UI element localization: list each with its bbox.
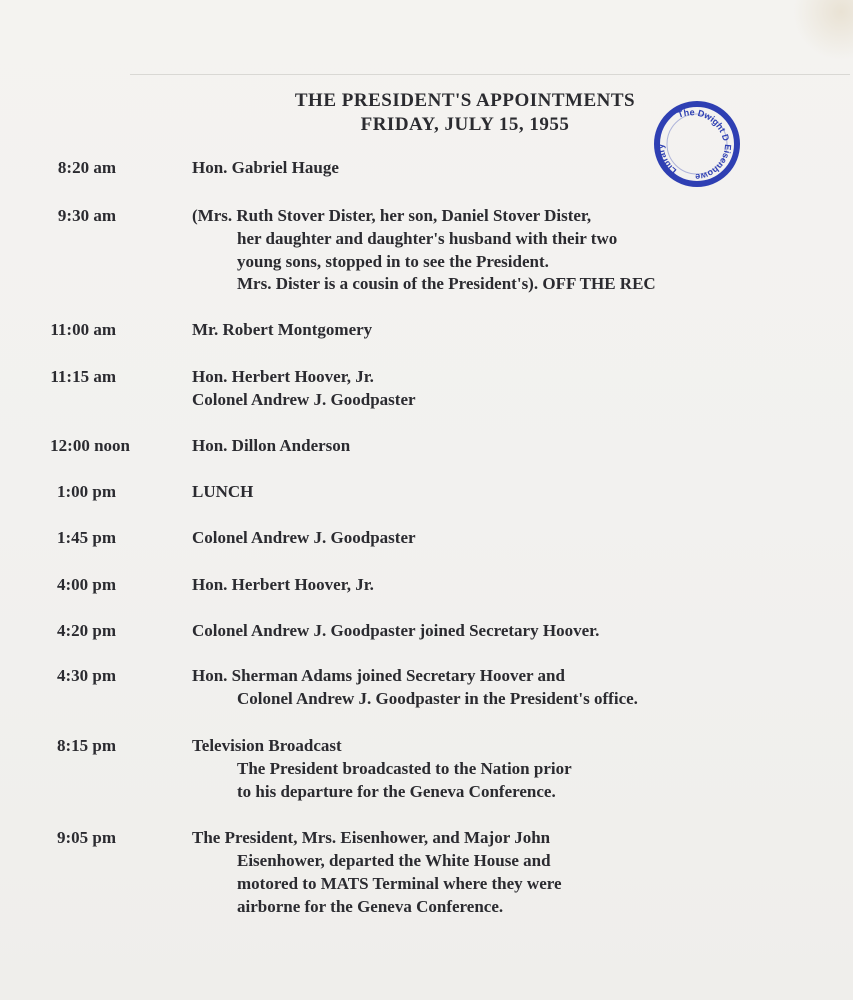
entry-line: Eisenhower, departed the White House and xyxy=(237,851,551,870)
entry-line: Television Broadcast xyxy=(192,736,342,755)
entry-line: Hon. Gabriel Hauge xyxy=(192,158,339,177)
stamp-text-top: The Dwight D xyxy=(676,107,732,143)
entry-line: Mrs. Dister is a cousin of the President's). OFF THE REC xyxy=(237,274,656,293)
entry-line: Mr. Robert Montgomery xyxy=(192,320,373,339)
entry-time: 4:00 pm xyxy=(56,575,116,594)
stamp-text-left: Library xyxy=(655,143,679,177)
entry-line: airborne for the Geneva Conference. xyxy=(237,897,504,916)
entry-line: Hon. Herbert Hoover, Jr. xyxy=(192,367,374,386)
entry-time: 8:15 pm xyxy=(56,736,116,755)
entry-time: 4:20 pm xyxy=(56,621,116,640)
document-title: THE PRESIDENT'S APPOINTMENTS xyxy=(294,90,636,111)
entry-line: Colonel Andrew J. Goodpaster joined Secretary Hoover. xyxy=(192,621,600,640)
entry-time: 8:20 am xyxy=(57,158,116,177)
entry-line: Hon. Dillon Anderson xyxy=(192,436,351,455)
entry-line: Hon. Sherman Adams joined Secretary Hoover and xyxy=(192,666,565,685)
entry-line: Hon. Herbert Hoover, Jr. xyxy=(192,575,374,594)
entry-time: 1:00 pm xyxy=(56,482,116,501)
entry-line: LUNCH xyxy=(192,482,254,501)
entry-time: 11:00 am xyxy=(50,320,116,339)
entry-line: to his departure for the Geneva Conference. xyxy=(237,782,556,801)
entry-time: 9:30 am xyxy=(57,206,116,225)
entry-time: 4:30 pm xyxy=(56,666,116,685)
document-date: FRIDAY, JULY 15, 1955 xyxy=(360,114,570,135)
entry-line: Colonel Andrew J. Goodpaster xyxy=(192,390,416,409)
entry-time: 1:45 pm xyxy=(56,528,116,547)
entry-line: her daughter and daughter's husband with their two xyxy=(237,229,618,248)
entry-line: motored to MATS Terminal where they were xyxy=(237,874,562,893)
stamp-text-right: Eisenhowe xyxy=(694,143,734,183)
entry-line: (Mrs. Ruth Stover Dister, her son, Daniel Stover Dister, xyxy=(192,206,592,225)
entry-time: 11:15 am xyxy=(50,367,116,386)
entry-line: The President broadcasted to the Nation prior xyxy=(237,759,572,778)
entry-line: young sons, stopped in to see the President. xyxy=(237,252,549,271)
entry-line: The President, Mrs. Eisenhower, and Major John xyxy=(192,828,551,847)
entry-line: Colonel Andrew J. Goodpaster in the President's office. xyxy=(237,689,638,708)
entry-line: Colonel Andrew J. Goodpaster xyxy=(192,528,416,547)
entry-time: 9:05 pm xyxy=(56,828,116,847)
entry-time: 12:00 noon xyxy=(50,436,130,455)
